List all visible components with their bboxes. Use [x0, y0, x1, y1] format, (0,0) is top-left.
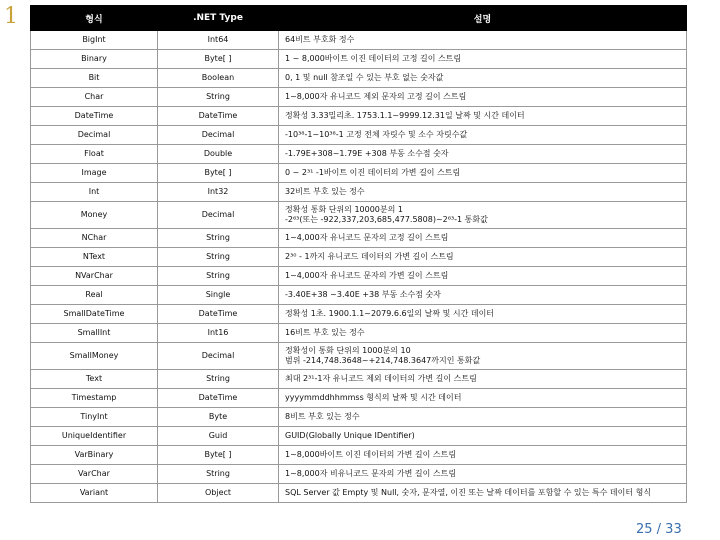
- table-row: [31, 164, 687, 183]
- type-name-cell: UniqueIdentifier: [31, 427, 158, 446]
- description-cell: 8비트 부호 있는 정수: [279, 408, 687, 427]
- header-description: 설명: [279, 6, 687, 31]
- description-cell: -10³⁸-1~10³⁸-1 고정 전체 자릿수 및 소수 자릿수값: [279, 126, 687, 145]
- description-cell: -3.40E+38 ~3.40E +38 부동 소수점 숫자: [279, 286, 687, 305]
- table-row: [31, 126, 687, 145]
- type-name-cell: Variant: [31, 484, 158, 503]
- table-row: [31, 183, 687, 202]
- net-type-cell: Byte[ ]: [158, 164, 279, 183]
- net-type-cell: Object: [158, 484, 279, 503]
- table-row: [31, 107, 687, 126]
- description-cell: 0 ~ 2³¹ -1바이트 이진 데이터의 가변 길이 스트림: [279, 164, 687, 183]
- table-row: [31, 370, 687, 389]
- net-type-cell: Single: [158, 286, 279, 305]
- type-name-cell: DateTime: [31, 107, 158, 126]
- table-row: [31, 484, 687, 503]
- table-row: [31, 229, 687, 248]
- table-row: [31, 427, 687, 446]
- description-cell: 1 ~ 8,000바이트 이진 데이터의 고정 길이 스트림: [279, 50, 687, 69]
- type-name-cell: Float: [31, 145, 158, 164]
- table-row: [31, 202, 687, 229]
- type-name-cell: SmallInt: [31, 324, 158, 343]
- net-type-cell: String: [158, 370, 279, 389]
- type-name-cell: SmallDateTime: [31, 305, 158, 324]
- net-type-cell: DateTime: [158, 305, 279, 324]
- type-name-cell: Image: [31, 164, 158, 183]
- description-cell: 정확성 통화 단위의 10000분의 1 -2⁶³(또는 -922,337,203,685,477.5808)~2⁶³-1 통화값: [279, 202, 687, 229]
- table-row: [31, 31, 687, 50]
- description-cell: 1~8,000자 비유니코드 문자의 가변 길이 스트림: [279, 465, 687, 484]
- type-name-cell: Int: [31, 183, 158, 202]
- type-name-cell: Bit: [31, 69, 158, 88]
- net-type-cell: DateTime: [158, 389, 279, 408]
- header-type: 형식: [31, 6, 158, 31]
- description-cell: 0, 1 및 null 참조일 수 있는 부호 없는 숫자값: [279, 69, 687, 88]
- table-row: [31, 286, 687, 305]
- type-name-cell: Text: [31, 370, 158, 389]
- net-type-cell: Byte[ ]: [158, 50, 279, 69]
- type-name-cell: BigInt: [31, 31, 158, 50]
- description-cell: yyyymmddhhmmss 형식의 날짜 및 시간 데이터: [279, 389, 687, 408]
- table-row: [31, 305, 687, 324]
- net-type-cell: Boolean: [158, 69, 279, 88]
- description-cell: 1~8,000자 유니코드 제외 문자의 고정 길이 스트림: [279, 88, 687, 107]
- description-cell: SQL Server 값 Empty 및 Null, 숫자, 문자열, 이진 또는 날짜 데이터를 포함할 수 있는 특수 데이터 형식: [279, 484, 687, 503]
- table-header-row: [31, 6, 687, 31]
- net-type-cell: Guid: [158, 427, 279, 446]
- description-cell: 2³⁰ - 1까지 유니코드 데이터의 가변 길이 스트림: [279, 248, 687, 267]
- type-name-cell: NChar: [31, 229, 158, 248]
- net-type-cell: Byte: [158, 408, 279, 427]
- net-type-cell: Decimal: [158, 202, 279, 229]
- table-row: [31, 465, 687, 484]
- net-type-cell: Decimal: [158, 343, 279, 370]
- description-cell: 64비트 부호화 정수: [279, 31, 687, 50]
- type-name-cell: TinyInt: [31, 408, 158, 427]
- description-cell: 32비트 부호 있는 정수: [279, 183, 687, 202]
- net-type-cell: String: [158, 248, 279, 267]
- description-cell: 1~4,000자 유니코드 문자의 고정 길이 스트림: [279, 229, 687, 248]
- net-type-cell: Int64: [158, 31, 279, 50]
- description-cell: 16비트 부호 있는 정수: [279, 324, 687, 343]
- page-counter: 25 / 33: [636, 522, 682, 537]
- type-name-cell: NVarChar: [31, 267, 158, 286]
- description-cell: 1~4,000자 유니코드 문자의 가변 길이 스트림: [279, 267, 687, 286]
- table-row: [31, 446, 687, 465]
- description-cell: 정확성 3.33밀리초. 1753.1.1~9999.12.31일 날짜 및 시간 데이터: [279, 107, 687, 126]
- description-cell: -1.79E+308~1.79E +308 부동 소수점 숫자: [279, 145, 687, 164]
- type-name-cell: VarChar: [31, 465, 158, 484]
- table-row: [31, 145, 687, 164]
- net-type-cell: String: [158, 267, 279, 286]
- table-row: [31, 324, 687, 343]
- net-type-cell: Double: [158, 145, 279, 164]
- type-name-cell: Decimal: [31, 126, 158, 145]
- type-name-cell: Money: [31, 202, 158, 229]
- type-name-cell: SmallMoney: [31, 343, 158, 370]
- net-type-cell: Int32: [158, 183, 279, 202]
- type-name-cell: Timestamp: [31, 389, 158, 408]
- sql-data-type-table: [30, 5, 687, 503]
- table-body: [31, 31, 687, 503]
- slide-number: 1: [4, 4, 18, 29]
- type-name-cell: Binary: [31, 50, 158, 69]
- description-cell: GUID(Globally Unique IDentifier): [279, 427, 687, 446]
- table-row: [31, 408, 687, 427]
- net-type-cell: String: [158, 465, 279, 484]
- type-name-cell: NText: [31, 248, 158, 267]
- net-type-cell: DateTime: [158, 107, 279, 126]
- description-cell: 1~8,000바이트 이진 데이터의 가변 길이 스트림: [279, 446, 687, 465]
- type-name-cell: Char: [31, 88, 158, 107]
- table-row: [31, 389, 687, 408]
- table-row: [31, 88, 687, 107]
- description-cell: 정확성 1초. 1900.1.1~2079.6.6일의 날짜 및 시간 데이터: [279, 305, 687, 324]
- description-cell: 최대 2³¹-1자 유니코드 제외 데이터의 가변 길이 스트림: [279, 370, 687, 389]
- table-row: [31, 248, 687, 267]
- type-name-cell: Real: [31, 286, 158, 305]
- net-type-cell: Int16: [158, 324, 279, 343]
- header-net-type: .NET Type: [158, 6, 279, 31]
- net-type-cell: Byte[ ]: [158, 446, 279, 465]
- description-cell: 정확성이 통화 단위의 1000분의 10 범위 -214,748.3648~+214,748.3647까지인 통화값: [279, 343, 687, 370]
- table-row: [31, 267, 687, 286]
- type-name-cell: VarBinary: [31, 446, 158, 465]
- table-row: [31, 69, 687, 88]
- net-type-cell: String: [158, 229, 279, 248]
- net-type-cell: Decimal: [158, 126, 279, 145]
- table-row: [31, 50, 687, 69]
- net-type-cell: String: [158, 88, 279, 107]
- table-row: [31, 343, 687, 370]
